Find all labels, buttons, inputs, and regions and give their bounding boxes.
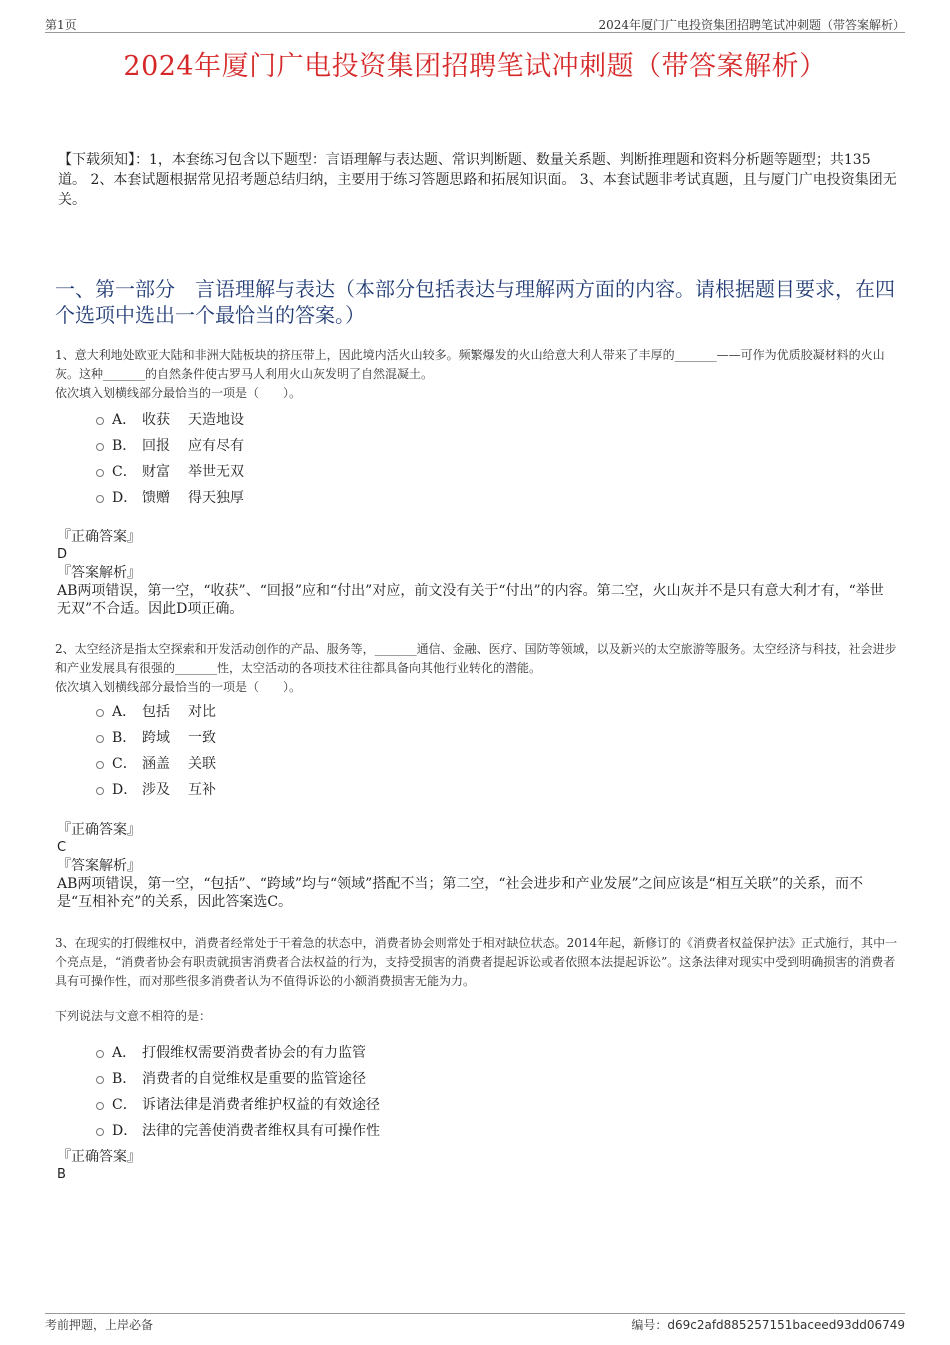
radio-icon[interactable]	[96, 787, 104, 795]
radio-icon[interactable]	[96, 1102, 104, 1110]
header-doc-title: 2024年厦门广电投资集团招聘笔试冲刺题（带答案解析）	[598, 18, 905, 32]
answer-block-q3	[57, 1148, 887, 1184]
radio-icon[interactable]	[96, 1050, 104, 1058]
option-d[interactable]: D． 馈赠 得天独厚	[96, 484, 244, 510]
radio-icon[interactable]	[96, 443, 104, 451]
option-a[interactable]: A． 包括 对比	[96, 698, 216, 724]
options-q2	[96, 698, 216, 802]
radio-icon[interactable]	[96, 495, 104, 503]
correct-answer: B	[57, 1167, 66, 1182]
options-q3	[96, 1039, 380, 1143]
radio-icon[interactable]	[96, 417, 104, 425]
page-number: 第1页	[45, 18, 77, 32]
radio-icon[interactable]	[96, 709, 104, 717]
document-title: 2024年厦门广电投资集团招聘笔试冲刺题（带答案解析）	[123, 51, 827, 82]
question-text: 1、意大利地处欧亚大陆和非洲大陆板块的挤压带上，因此境内活火山较多。频繁爆发的火山给意大利人带来了丰厚的_______——可作为优质胶凝材料的火山灰。这种_______的自然条件使古罗马人利用火山灰发明了自然混凝土。	[55, 348, 885, 381]
correct-answer: D	[57, 547, 68, 562]
question-prompt: 依次填入划横线部分最恰当的一项是（ ）。	[55, 386, 302, 400]
answer-block-q2	[57, 821, 887, 911]
option-c[interactable]: C． 诉诸法律是消费者维护权益的有效途径	[96, 1091, 380, 1117]
answer-label: 『正确答案』	[57, 822, 141, 838]
question-prompt: 依次填入划横线部分最恰当的一项是（ ）。	[55, 680, 302, 694]
radio-icon[interactable]	[96, 761, 104, 769]
answer-block-q1	[57, 528, 887, 618]
question-text: 2、太空经济是指太空探索和开发活动创作的产品、服务等，_______通信、金融、医疗、国防等领域，以及新兴的太空旅游等服务。太空经济与科技，社会进步和产业发展具有很强的_______性，太空活动的各项技术往往都具备向其他行业转化的潜能。	[55, 642, 897, 675]
answer-label: 『正确答案』	[57, 1149, 141, 1165]
answer-label: 『正确答案』	[57, 529, 141, 545]
radio-icon[interactable]	[96, 735, 104, 743]
option-b[interactable]: B． 消费者的自觉维权是重要的监管途径	[96, 1065, 380, 1091]
document-code: d69c2afd885257151baceed93dd06749	[667, 1318, 905, 1332]
footer-slogan: 考前押题，上岸必备	[45, 1318, 154, 1332]
page-header	[45, 12, 905, 33]
option-b[interactable]: B． 回报 应有尽有	[96, 432, 244, 458]
radio-icon[interactable]	[96, 469, 104, 477]
question-text: 3、在现实的打假维权中，消费者经常处于干着急的状态中，消费者协会则常处于相对缺位状态。2014年起，新修订的《消费者权益保护法》正式施行，其中一个亮点是，“消费者协会有职责就损害消费者合法权益的行为，支持受损害的消费者提起诉讼或者依照本法提起诉讼”。这条法律对现实中受到明确损害的消费者具有可操作性，而对那些很多消费者认为不值得诉讼的小额消费损害无能为力。	[55, 936, 898, 988]
option-c[interactable]: C． 涵盖 关联	[96, 750, 216, 776]
correct-answer: C	[57, 840, 67, 855]
question-prompt: 下列说法与文意不相符的是：	[55, 1009, 212, 1023]
options-q1	[96, 406, 244, 510]
page-footer	[45, 1313, 905, 1334]
section-heading: 一、第一部分 言语理解与表达（本部分包括表达与理解两方面的内容。请根据题目要求，在四个选项中选出一个最恰当的答案。）	[55, 277, 895, 327]
footer-code: 编号：d69c2afd885257151baceed93dd06749	[631, 1318, 905, 1332]
option-d[interactable]: D． 法律的完善使消费者维权具有可操作性	[96, 1117, 380, 1143]
question-1	[55, 346, 900, 403]
question-3	[55, 934, 900, 1026]
option-b[interactable]: B． 跨域 一致	[96, 724, 216, 750]
radio-icon[interactable]	[96, 1128, 104, 1136]
option-d[interactable]: D． 涉及 互补	[96, 776, 216, 802]
analysis-text: AB两项错误，第一空，“收获”、“回报”应和“付出”对应，前文没有关于“付出”的内容。第二空，火山灰并不是只有意大利才有，“举世无双”不合适。因此D项正确。	[57, 583, 884, 617]
option-a[interactable]: A． 打假维权需要消费者协会的有力监管	[96, 1039, 380, 1065]
analysis-label: 『答案解析』	[57, 858, 141, 874]
download-notice: 【下载须知】：1，本套练习包含以下题型：言语理解与表达题、常识判断题、数量关系题、判断推理题和资料分析题等题型；共135道。 2、本套试题根据常见招考题总结归纳，主要用于练习答题思路和拓展知识面。 3、本套试题非考试真题，且与厦门广电投资集团无关。	[58, 152, 897, 208]
option-c[interactable]: C． 财富 举世无双	[96, 458, 244, 484]
question-2	[55, 640, 900, 697]
analysis-text: AB两项错误，第一空，“包括”、“跨域”均与“领域”搭配不当；第二空，“社会进步和产业发展”之间应该是“相互关联”的关系，而不是“互相补充”的关系，因此答案选C。	[57, 876, 863, 910]
analysis-label: 『答案解析』	[57, 565, 141, 581]
radio-icon[interactable]	[96, 1076, 104, 1084]
option-a[interactable]: A． 收获 天造地设	[96, 406, 244, 432]
